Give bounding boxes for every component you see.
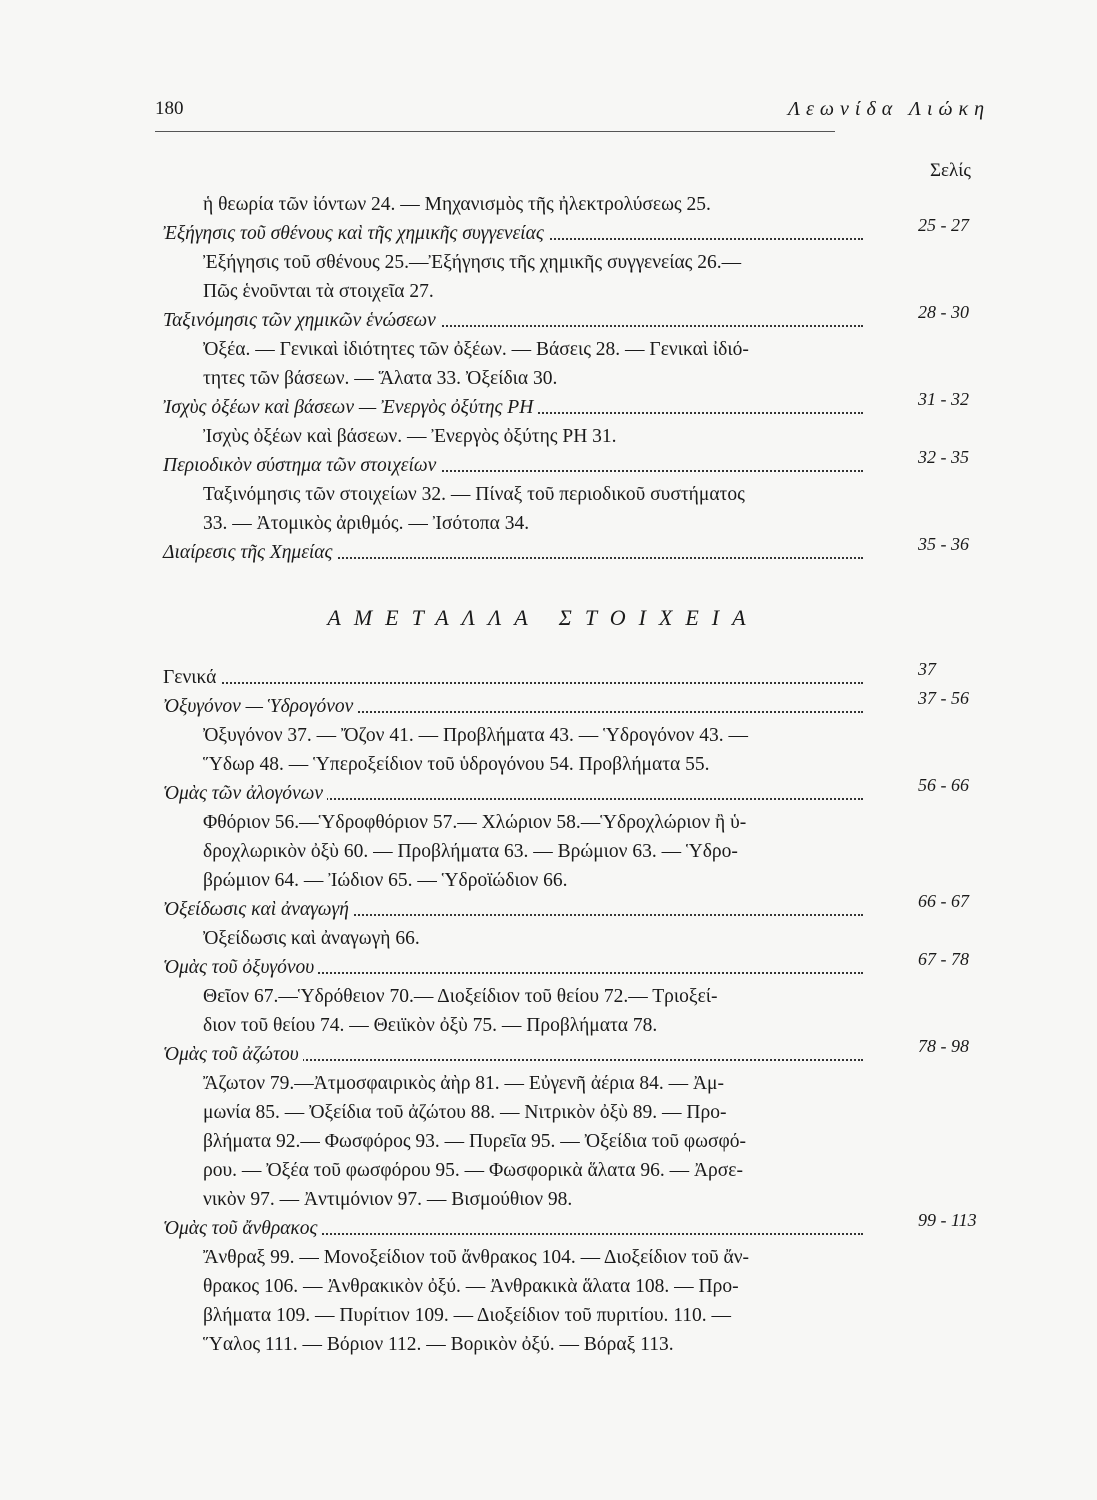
toc-entry — [163, 215, 969, 248]
toc-entry-title: Γενικά — [163, 667, 220, 688]
toc-entry — [163, 389, 969, 422]
toc-description-line: Ὀξυγόνον 37. — Ὄζον 41. — Προβλήματα 43. — Ὑδρογόνον 43. — — [203, 725, 748, 746]
toc-entry-title: Ἐξήγησις τοῦ σθένους καὶ τῆς χημικῆς συγγενείας — [163, 223, 548, 244]
toc-entry-title: Ἰσχὺς ὀξέων καὶ βάσεων — Ἐνεργὸς ὀξύτης PH — [163, 397, 537, 418]
toc-entry — [163, 1210, 977, 1243]
running-head: Λεωνίδα Λιώκη — [787, 98, 990, 120]
toc-entry — [163, 302, 969, 335]
toc-description-line: διον τοῦ θείου 74. — Θειϊκὸν ὀξὺ 75. — Προβλήματα 78. — [203, 1015, 658, 1036]
toc-entry-pages: 78 - 98 — [918, 1036, 969, 1056]
toc-entry-title: Διαίρεσις τῆς Χημείας — [163, 542, 336, 563]
toc-description-line: βλήματα 92.— Φωσφόρος 93. — Πυρεῖα 95. — Ὀξείδια τοῦ φωσφό- — [203, 1131, 746, 1152]
toc-entry-pages: 31 - 32 — [918, 389, 969, 409]
toc-entry — [163, 688, 969, 721]
toc-entry — [163, 891, 969, 924]
toc-description-line: Θεῖον 67.—Ὑδρόθειον 70.— Διοξείδιον τοῦ θείου 72.— Τριοξεί- — [203, 986, 718, 1007]
page-number: 180 — [155, 98, 184, 119]
toc-description-line: τητες τῶν βάσεων. — Ἅλατα 33. Ὀξείδια 30. — [203, 368, 558, 389]
toc-entry-title: Ὀξείδωσις καὶ ἀναγωγή — [163, 899, 353, 920]
toc-description-line: Ταξινόμησις τῶν στοιχείων 32. — Πίναξ τοῦ περιοδικοῦ συστήματος — [203, 484, 745, 505]
toc-description-line: δροχλωρικὸν ὀξὺ 60. — Προβλήματα 63. — Βρώμιον 63. — Ὑδρο- — [203, 841, 738, 862]
section-heading: ΑΜΕΤΑΛΛΑ ΣΤΟΙΧΕΙΑ — [327, 605, 759, 630]
toc-entry-title: Ὁμὰς τῶν ἀλογόνων — [163, 783, 327, 804]
toc-description-line: ἡ θεωρία τῶν ἰόντων 24. — Μηχανισμὸς τῆς ἠλεκτρολύσεως 25. — [203, 194, 711, 215]
toc-entry — [163, 775, 969, 808]
toc-entry-pages: 99 - 113 — [918, 1210, 977, 1230]
toc-entry-pages: 56 - 66 — [918, 775, 969, 795]
toc-entry — [163, 949, 969, 982]
toc-content — [163, 190, 977, 1359]
toc-entry-pages: 35 - 36 — [918, 534, 969, 554]
toc-description-line: Ὀξέα. — Γενικαὶ ἰδιότητες τῶν ὀξέων. — Βάσεις 28. — Γενικαὶ ἰδιό- — [203, 339, 749, 360]
toc-entry-pages: 25 - 27 — [918, 215, 969, 235]
toc-entry — [163, 447, 969, 480]
dot-leader — [163, 682, 863, 684]
toc-entry-pages: 37 — [918, 659, 936, 679]
toc-entry-pages: 66 - 67 — [918, 891, 969, 911]
toc-description-line: Ὕδωρ 48. — Ὑπεροξείδιον τοῦ ὑδρογόνου 54. Προβλήματα 55. — [203, 754, 710, 775]
toc-entry-title: Ὁμὰς τοῦ ἀζώτου — [163, 1044, 303, 1065]
toc-entry-title: Ὀξυγόνον — Ὑδρογόνον — [163, 696, 357, 717]
toc-block-1 — [163, 190, 969, 567]
toc-entry-title: Ταξινόμησις τῶν χημικῶν ἑνώσεων — [163, 310, 440, 331]
toc-entry-pages: 67 - 78 — [918, 949, 969, 969]
toc-entry-pages: 28 - 30 — [918, 302, 969, 322]
toc-description-line: νικὸν 97. — Ἀντιμόνιον 97. — Βισμούθιον 98. — [203, 1189, 573, 1210]
toc-description-line: βρώμιον 64. — Ἰώδιον 65. — Ὑδροϊώδιον 66. — [203, 870, 568, 891]
toc-description-line: μωνία 85. — Ὀξείδια τοῦ ἀζώτου 88. — Νιτρικὸν ὀξὺ 89. — Προ- — [203, 1102, 727, 1123]
pages-column-label: Σελίς — [930, 160, 971, 181]
toc-entry-pages: 37 - 56 — [918, 688, 969, 708]
toc-entry-title: Ὁμὰς τοῦ ὀξυγόνου — [163, 957, 318, 978]
toc-description-line: Πῶς ἑνοῦνται τὰ στοιχεῖα 27. — [203, 281, 434, 302]
toc-entry-title: Ὁμὰς τοῦ ἄνθρακος — [163, 1218, 321, 1239]
page-header — [155, 98, 990, 134]
toc-entry-pages: 32 - 35 — [918, 447, 969, 467]
toc-description-line: Ἰσχὺς ὀξέων καὶ βάσεων. — Ἐνεργὸς ὀξύτης PH 31. — [203, 426, 617, 447]
toc-description-line: 33. — Ἀτομικὸς ἀριθμός. — Ἰσότοπα 34. — [203, 513, 530, 534]
toc-description-line: Φθόριον 56.—Ὑδροφθόριον 57.— Χλώριον 58.—Ὑδροχλώριον ἢ ὑ- — [203, 812, 747, 833]
toc-description-line: θρακος 106. — Ἀνθρακικὸν ὀξύ. — Ἀνθρακικὰ ἅλατα 108. — Προ- — [203, 1276, 739, 1297]
toc-entry — [163, 659, 936, 692]
toc-description-line: βλήματα 109. — Πυρίτιον 109. — Διοξείδιον τοῦ πυριτίου. 110. — — [203, 1305, 732, 1326]
toc-description-line: Ὀξείδωσις καὶ ἀναγωγὴ 66. — [203, 928, 420, 949]
toc-block-2 — [163, 659, 977, 1359]
toc-entry — [163, 1036, 969, 1069]
toc-entry — [163, 534, 969, 567]
toc-description-line: ρου. — Ὀξέα τοῦ φωσφόρου 95. — Φωσφορικὰ ἅλατα 96. — Ἀρσε- — [203, 1160, 743, 1181]
header-rule — [155, 131, 835, 132]
toc-description-line: Ἐξήγησις τοῦ σθένους 25.—Ἐξήγησις τῆς χημικῆς συγγενείας 26.— — [203, 252, 742, 273]
toc-description-line: Ἄζωτον 79.—Ἀτμοσφαιρικὸς ἀὴρ 81. — Εὐγενῆ ἀέρια 84. — Ἀμ- — [203, 1073, 724, 1094]
toc-entry-title: Περιοδικὸν σύστημα τῶν στοιχείων — [163, 455, 440, 476]
toc-description-line: Ὕαλος 111. — Βόριον 112. — Βορικὸν ὀξύ. — Βόραξ 113. — [203, 1334, 674, 1355]
toc-description-line: Ἄνθραξ 99. — Μονοξείδιον τοῦ ἄνθρακος 104. — Διοξείδιον τοῦ ἄν- — [203, 1247, 750, 1268]
